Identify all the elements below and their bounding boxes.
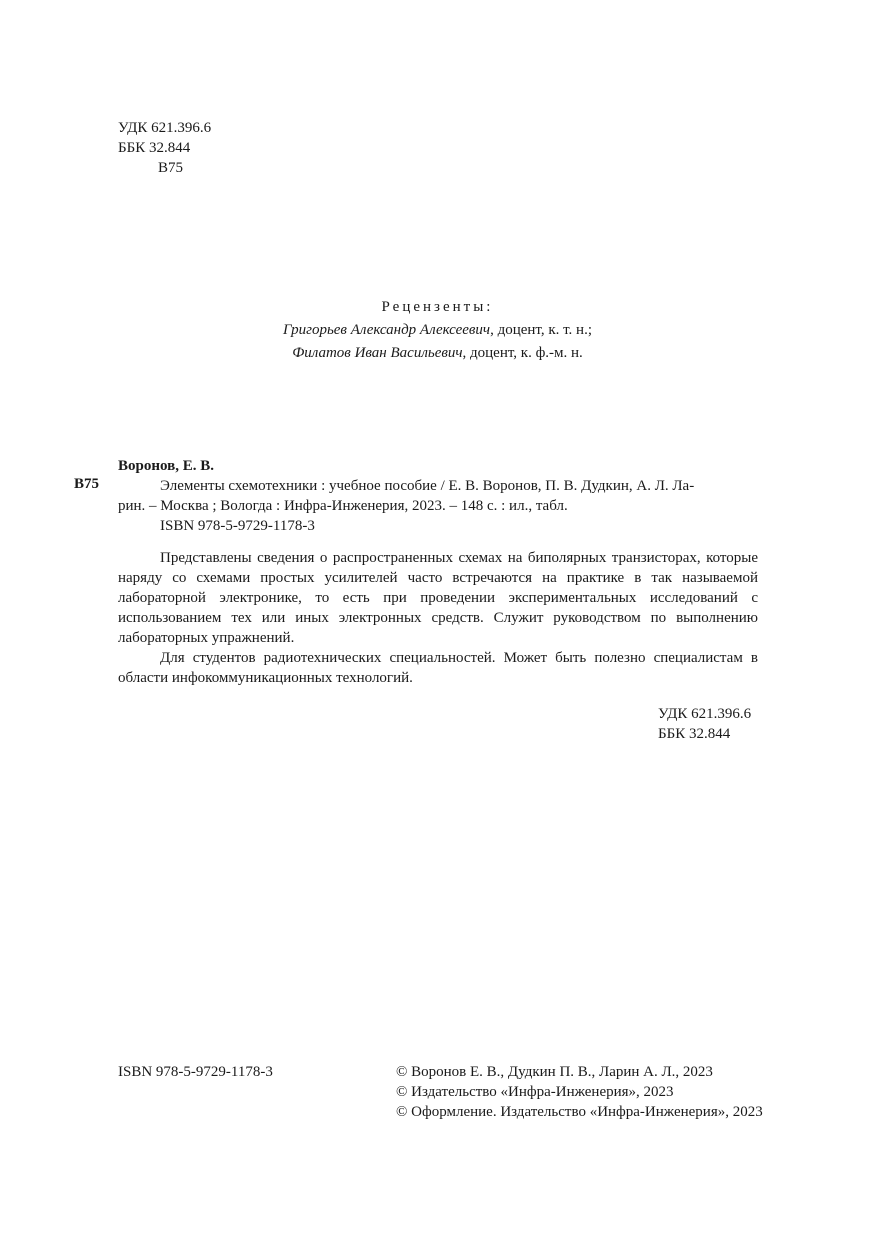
udk-code: УДК 621.396.6: [118, 120, 212, 136]
book-isbn: ISBN 978-5-9729-1178-3: [160, 518, 315, 534]
footer-isbn: ISBN 978-5-9729-1178-3: [118, 1064, 273, 1080]
author-mark: В75: [158, 160, 184, 176]
bbk-code-bottom: ББК 32.844: [658, 726, 731, 742]
bibliographic-record: [74, 456, 758, 536]
reviewer-2: [0, 342, 875, 365]
book-author: Воронов, Е. В.: [118, 458, 214, 474]
reviewer-2-title: , доцент, к. ф.-м. н.: [462, 345, 583, 361]
reviewer-1: [0, 319, 875, 342]
annotation-paragraph-2: Для студентов радиотехнических специальностей. Может быть полезно специалистам в области инфокоммуникационных технологий.: [118, 650, 758, 686]
copyright-line: © Воронов Е. В., Дудкин П. В., Ларин А. Л., 2023: [396, 1064, 713, 1080]
reviewer-2-name: Филатов Иван Васильевич: [292, 345, 463, 361]
udk-block-bottom: [658, 704, 751, 744]
udk-code-bottom: УДК 621.396.6: [658, 706, 752, 722]
annotation: [118, 548, 758, 688]
reviewer-1-name: Григорьев Александр Алексеевич: [282, 322, 491, 338]
bbk-code: ББК 32.844: [118, 140, 191, 156]
copyright-line: © Оформление. Издательство «Инфра-Инженерия», 2023: [396, 1104, 763, 1120]
book-description-line-2: рин. – Москва ; Вологда : Инфра-Инженерия, 2023. – 148 с. : ил., табл.: [118, 498, 568, 514]
reviewers-heading: Рецензенты:: [381, 299, 494, 315]
udk-block-top: [118, 118, 211, 178]
copyright-block: [396, 1062, 763, 1122]
biblio-author-mark: В75: [74, 476, 100, 492]
annotation-paragraph-1: Представлены сведения о распространенных схемах на биполярных транзисторах, которые наряду со схемами простых усилителей часто встречаются на практике в так называемой лабораторной электронике, то есть при проведении экспериментальных исследований с использованием тех или иных электронных средств. Служит руководством по выполнению лабораторных упражнений.: [118, 550, 758, 646]
reviewer-1-title: , доцент, к. т. н.;: [490, 322, 592, 338]
book-description-line-1: Элементы схемотехники : учебное пособие / Е. В. Воронов, П. В. Дудкин, А. Л. Ла-: [160, 478, 695, 494]
reviewers-block: [0, 296, 875, 365]
copyright-line: © Издательство «Инфра-Инженерия», 2023: [396, 1084, 674, 1100]
